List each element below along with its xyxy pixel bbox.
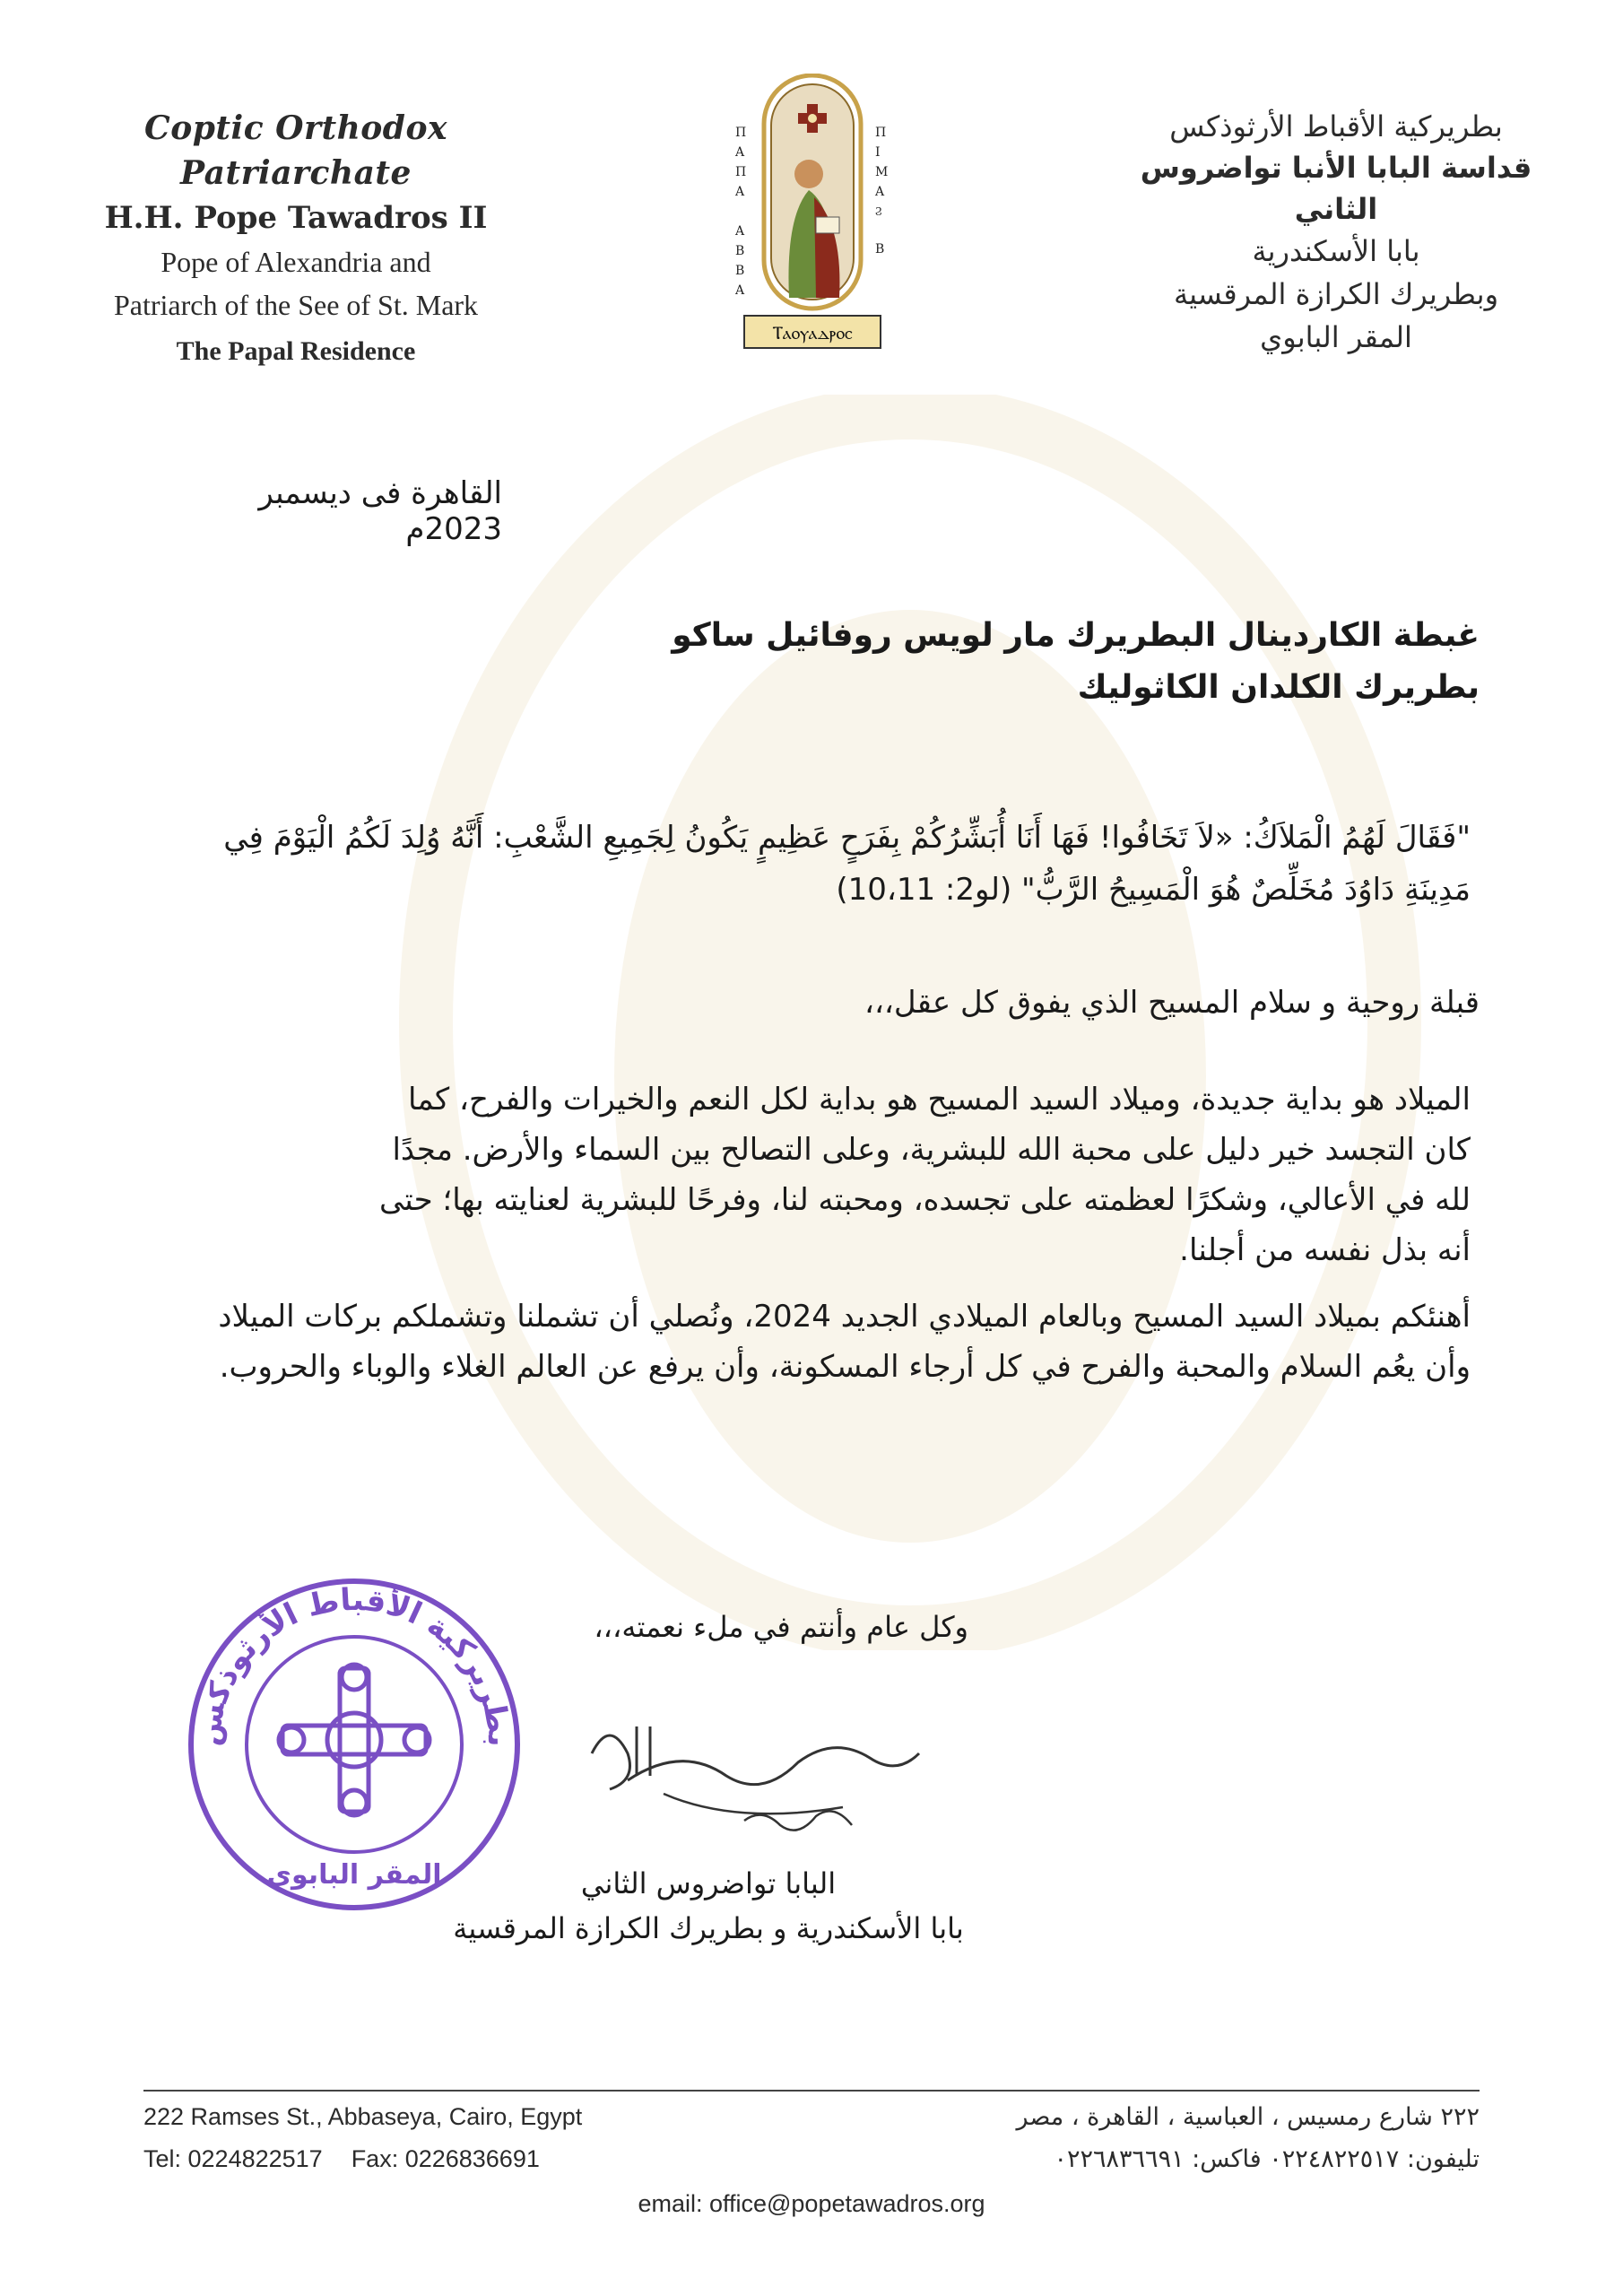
footer-divider (143, 2090, 1480, 2092)
papal-emblem-logo (708, 74, 916, 353)
pope-name: H.H. Pope Tawadros II (104, 200, 488, 236)
pope-name-ar: قداسة البابا الأنبا تواضروس الثاني (1140, 151, 1532, 226)
closing-line: وكل عام وأنتم في ملء نعمته،،، (594, 1610, 968, 1644)
emblem-name-plate: Ⲧⲁⲟⲩⲁⲇⲣⲟⲥ (772, 322, 853, 344)
papal-residence: The Papal Residence (176, 336, 416, 366)
svg-text:Α: Α (735, 283, 745, 298)
signer-title: بابا الأسكندرية و بطريرك الكرازة المرقسية (453, 1911, 964, 1945)
paragraph-1: الميلاد هو بداية جديدة، وميلاد السيد المسيح هو بداية لكل النعم والخيرات والفرح، كما كان التجسد خير دليل على محبة الله للبشرية، وعلى التصالح بين السماء والأرض. مجدًا لله في الأعالي، وشكرًا لعظمته على تجسده، ومحبته لنا، وفرحًا للبشرية لعنايته بها؛ حتى أنه بذل نفسه من أجلنا. (378, 1082, 1471, 1268)
svg-text:Β: Β (735, 244, 745, 258)
footer-fax: Fax: 0226836691 (351, 2145, 540, 2172)
footer-phone-en (143, 2145, 568, 2173)
signer-name: البابا تواضروس الثاني (580, 1866, 837, 1900)
patriarchate-title: Coptic Orthodox Patriarchate (144, 109, 447, 192)
svg-text:Α: Α (735, 185, 745, 199)
pope-title-line1: Pope of Alexandria and (161, 246, 431, 278)
pope-title-ar-line1: بابا الأسكندرية (1252, 234, 1420, 268)
papal-residence-ar: المقر البابوي (1260, 320, 1412, 354)
letter-date: القاهرة فى ديسمبر 2023م (258, 475, 502, 547)
addressee (314, 610, 1480, 714)
svg-text:Β: Β (735, 264, 745, 278)
header-left (54, 106, 538, 377)
footer-address-ar: ٢٢٢ شارع رمسيس ، العباسية ، القاهرة ، مصر (1016, 2103, 1480, 2131)
pope-title-ar-line2: وبطريرك الكرازة المرقسية (1173, 277, 1499, 311)
svg-text:Α: Α (735, 145, 745, 160)
signer-block (448, 1861, 968, 1951)
svg-text:Ι: Ι (875, 145, 881, 160)
header-right (1094, 106, 1578, 359)
stamp-ring-text: بطريركية الأقباط الأرثوذكس (190, 1581, 517, 1748)
svg-text:Π: Π (875, 126, 887, 140)
svg-text:Β: Β (875, 242, 885, 257)
svg-text:Α: Α (735, 224, 745, 239)
addressee-title: بطريرك الكلدان الكاثوليك (1077, 669, 1480, 706)
svg-text:Π: Π (735, 165, 747, 179)
svg-text:Π: Π (735, 126, 747, 140)
footer-address-en: 222 Ramses St., Abbaseya, Cairo, Egypt (143, 2103, 583, 2130)
svg-text:Μ: Μ (875, 165, 889, 179)
addressee-name: غبطة الكاردينال البطريرك مار لويس روفائيل ساكو (672, 617, 1480, 654)
svg-text:Α: Α (875, 185, 885, 199)
patriarchate-title-ar: بطريركية الأقباط الأرثوذكس (1169, 109, 1503, 144)
scripture-quote: "فَقَالَ لَهُمُ الْمَلاَكُ: «لاَ تَخَافُوا! فَهَا أَنَا أُبَشِّرُكُمْ بِفَرَحٍ عَظِيمٍ يَكُونُ لِجَمِيعِ الشَّعْبِ: أَنَّهُ وُلِدَ لَكُمُ الْيَوْمَ فِي مَدِينَةِ دَاوُدَ مُخَلِّصٌ هُوَ الْمَسِيحُ الرَّبُّ" (لو2: 10،11) (223, 820, 1471, 908)
greeting: قبلة روحية و سلام المسيح الذي يفوق كل عقل،،، (864, 985, 1480, 1021)
handwritten-signature (574, 1691, 933, 1848)
pope-title-line2: Patriarch of the See of St. Mark (113, 289, 479, 321)
footer-phone-ar: تليفون: ٠٢٢٤٨٢٢٥١٧ فاكس: ٠٢٢٦٨٣٦٦٩١ (1054, 2145, 1480, 2173)
stamp-bottom-text: المقر البابوى (266, 1859, 442, 1891)
footer-email: email: office@popetawadros.org (638, 2190, 985, 2217)
svg-text:Ϩ: Ϩ (875, 204, 882, 219)
footer-tel: Tel: 0224822517 (143, 2145, 323, 2172)
paragraph-2: أهنئكم بميلاد السيد المسيح وبالعام الميلادي الجديد 2024، ونُصلي أن تشملنا وتشملكم بركات الميلاد وأن يعُم السلام والمحبة والفرح في كل أرجاء المسكونة، وأن يرفع عن العالم الغلاء والوباء والحروب. (218, 1299, 1471, 1385)
